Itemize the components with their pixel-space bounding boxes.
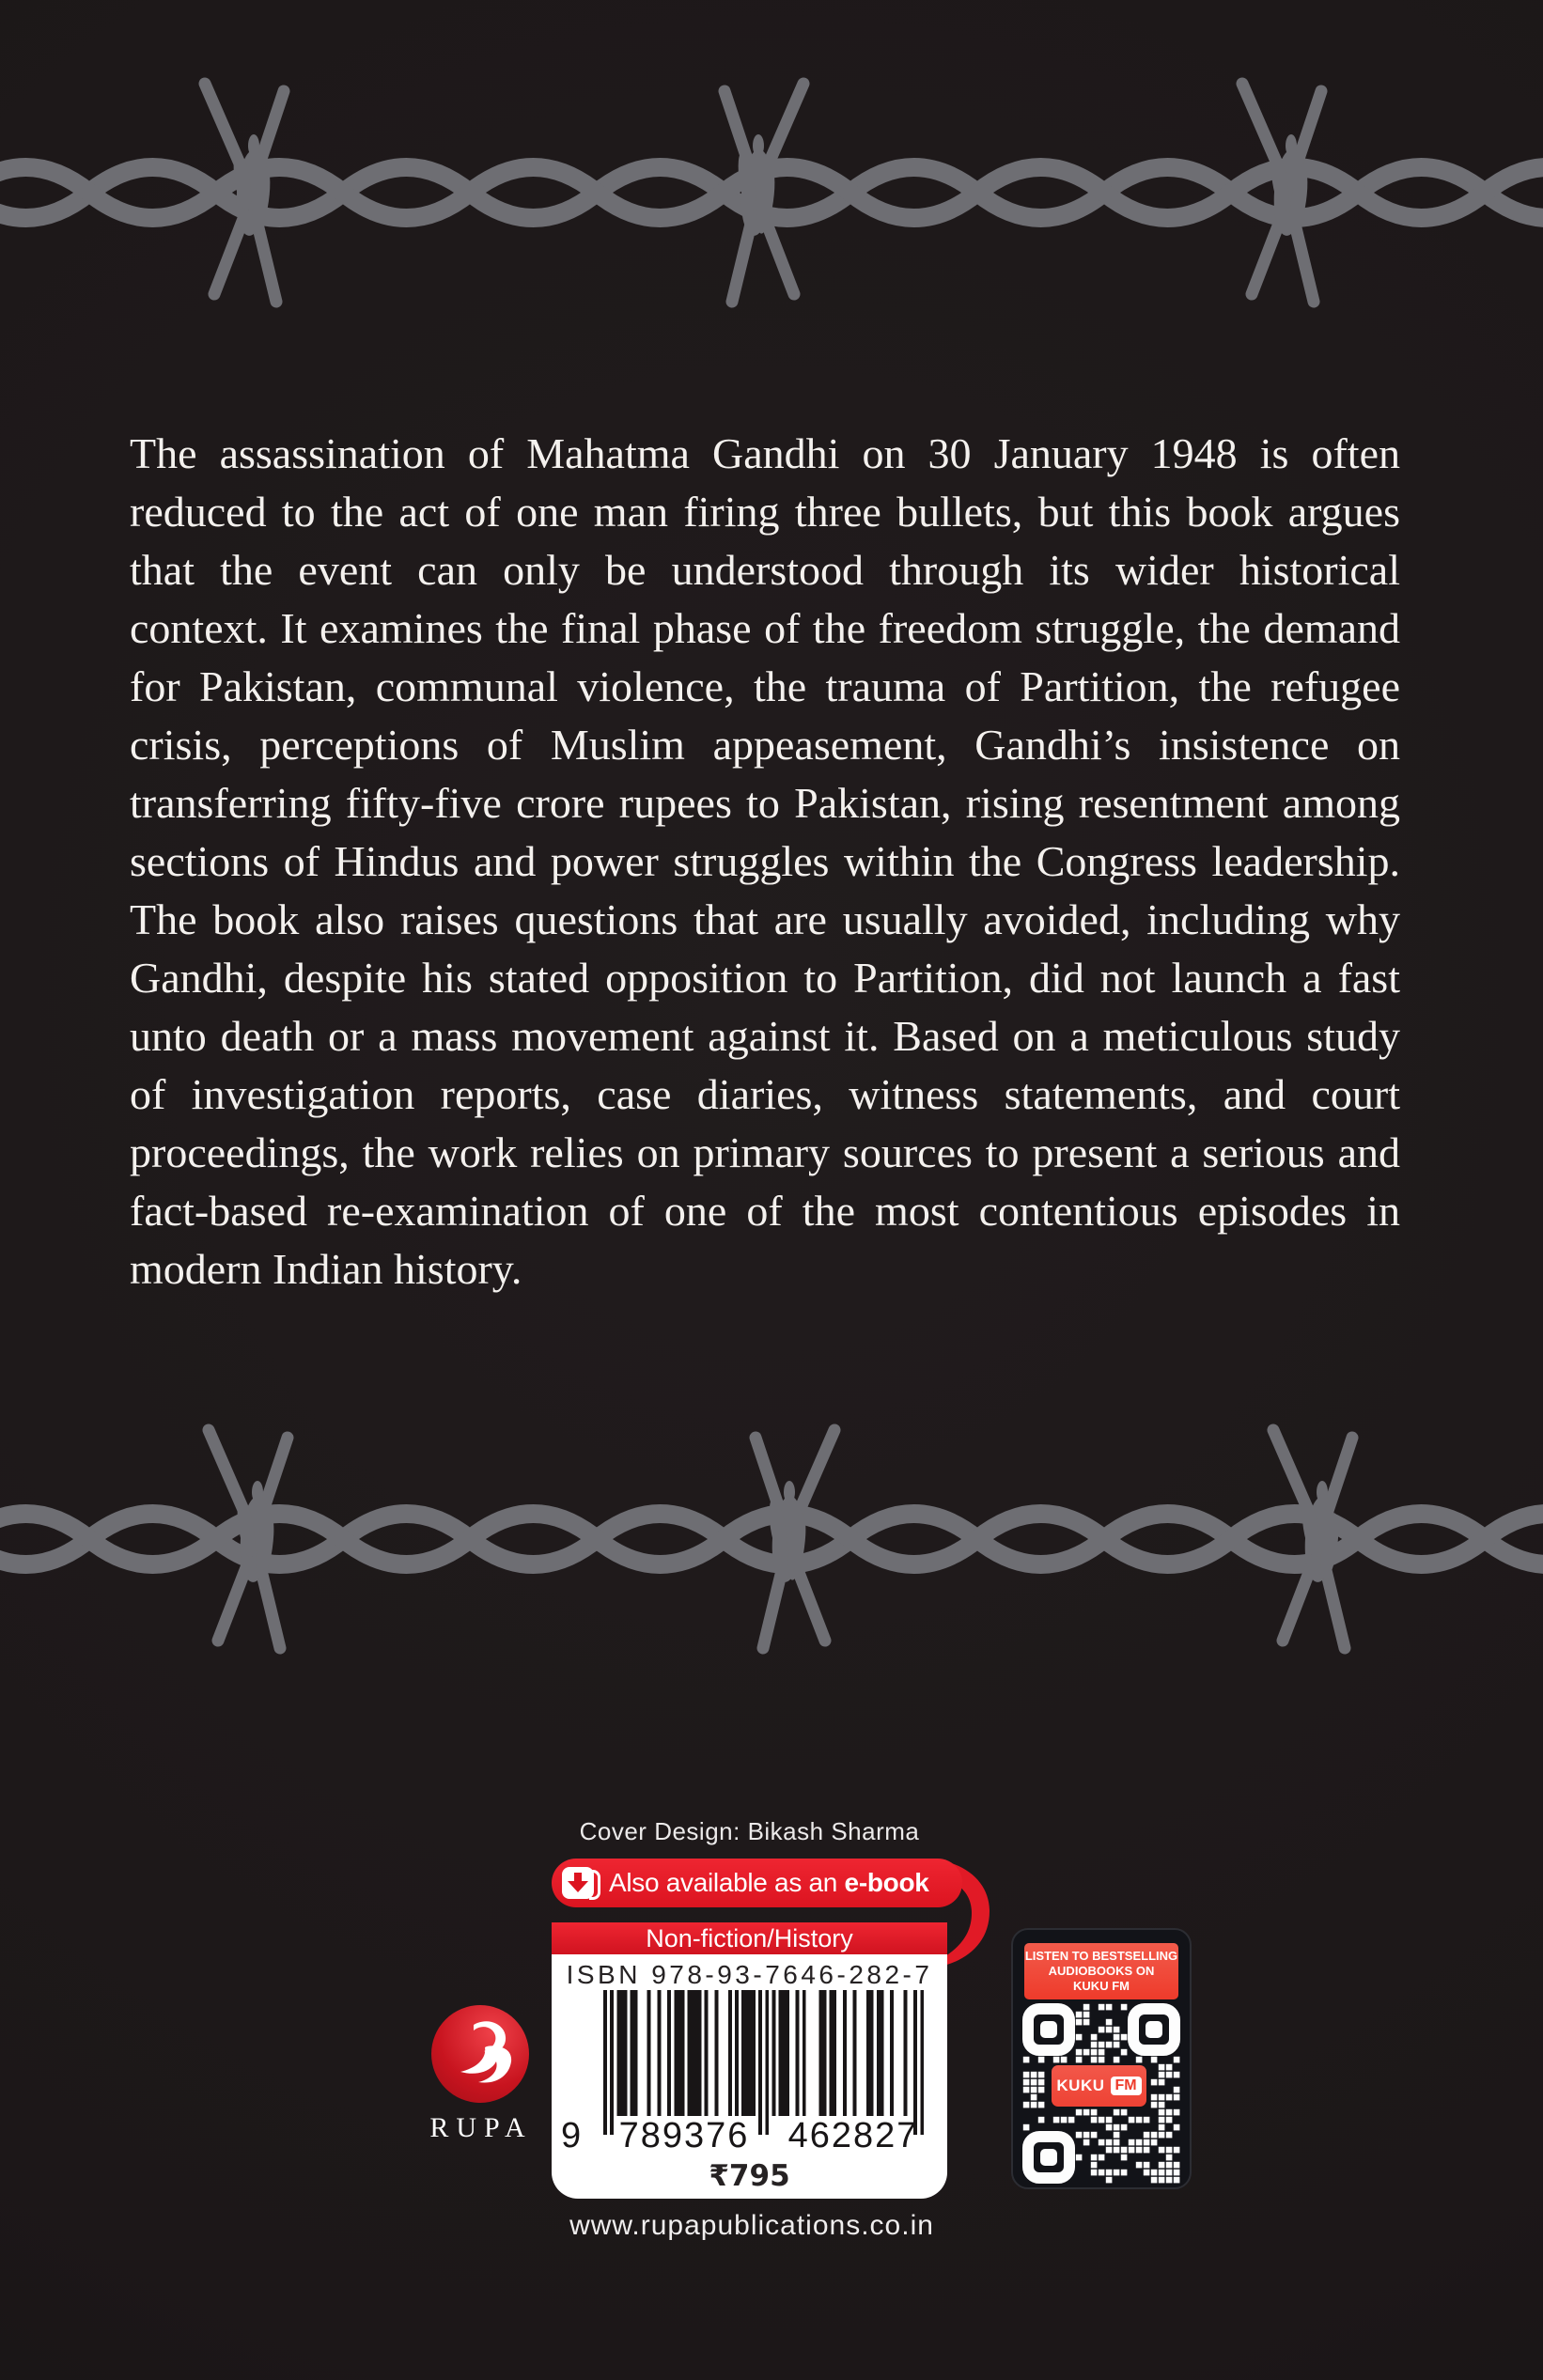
kuku-banner-line3: KUKU FM bbox=[1073, 1979, 1130, 1993]
isbn-label: ISBN 978-93-7646-282-7 bbox=[566, 1960, 933, 1989]
cover-design-credit: Cover Design: Bikash Sharma bbox=[579, 1817, 920, 1845]
barcode-digits-left: 789376 bbox=[618, 2116, 750, 2155]
kuku-badge-kuku: KUKU bbox=[1056, 2077, 1105, 2094]
kuku-badge-fm: FM bbox=[1111, 2077, 1142, 2095]
ebook-availability-badge bbox=[552, 1859, 962, 1907]
category-banner-label: Non-fiction/History bbox=[646, 1923, 853, 1952]
rupa-logo bbox=[431, 2005, 529, 2103]
kuku-fm-qr-panel bbox=[1011, 1928, 1192, 2189]
rupa-logo-wordmark: RUPA bbox=[429, 2112, 533, 2143]
ean13-barcode bbox=[603, 1990, 924, 2136]
synopsis-paragraph: The assassination of Mahatma Gandhi on 30 January 1948 is often reduced to the act of one man firing three bullets, but this book argues that the event can only be understood through its wider historical context. It examines the final phase of the freedom struggle, the demand for Pakistan, communal violence, the trauma of Partition, the refugee crisis, perceptions of Muslim appeasement, Gandhi’s insistence on transferring fifty-five crore rupees to Pakistan, rising resentment among sections of Hindus and power struggles within the Congress leadership. The book also raises questions that are usually avoided, including why Gandhi, despite his stated opposition to Partition, did not launch a fast unto death or a mass movement against it. Based on a meticulous study of investigation reports, case diaries, witness statements, and court proceedings, the work relies on primary sources to present a serious and fact-based re-examination of one of the most contentious episodes in modern Indian history. bbox=[130, 429, 1400, 1293]
ebook-badge-label bbox=[609, 1868, 929, 1898]
barcode-digits-right: 462827 bbox=[787, 2116, 919, 2155]
barbed-wire-bottom-illustration bbox=[0, 1370, 1543, 1708]
rupa-logo-glyph bbox=[431, 2005, 529, 2103]
kuku-banner-line1: LISTEN TO BESTSELLING bbox=[1024, 1949, 1178, 1963]
kuku-fm-banner bbox=[1024, 1943, 1178, 1999]
kuku-fm-logo-badge bbox=[1052, 2065, 1146, 2107]
barbed-wire-top-illustration bbox=[0, 23, 1543, 362]
ebook-badge-text: Also available as an bbox=[609, 1868, 838, 1897]
kuku-banner-line2: AUDIOBOOKS ON bbox=[1048, 1964, 1155, 1978]
isbn-barcode-panel bbox=[552, 1954, 947, 2199]
barcode-digit-first: 9 bbox=[561, 2116, 584, 2155]
price-label: ₹795 bbox=[709, 2159, 790, 2193]
category-banner bbox=[552, 1922, 947, 1954]
publisher-website: www.rupapublications.co.in bbox=[569, 2210, 934, 2241]
ebook-badge-bold: e-book bbox=[844, 1868, 929, 1897]
ebook-download-icon bbox=[562, 1867, 594, 1899]
